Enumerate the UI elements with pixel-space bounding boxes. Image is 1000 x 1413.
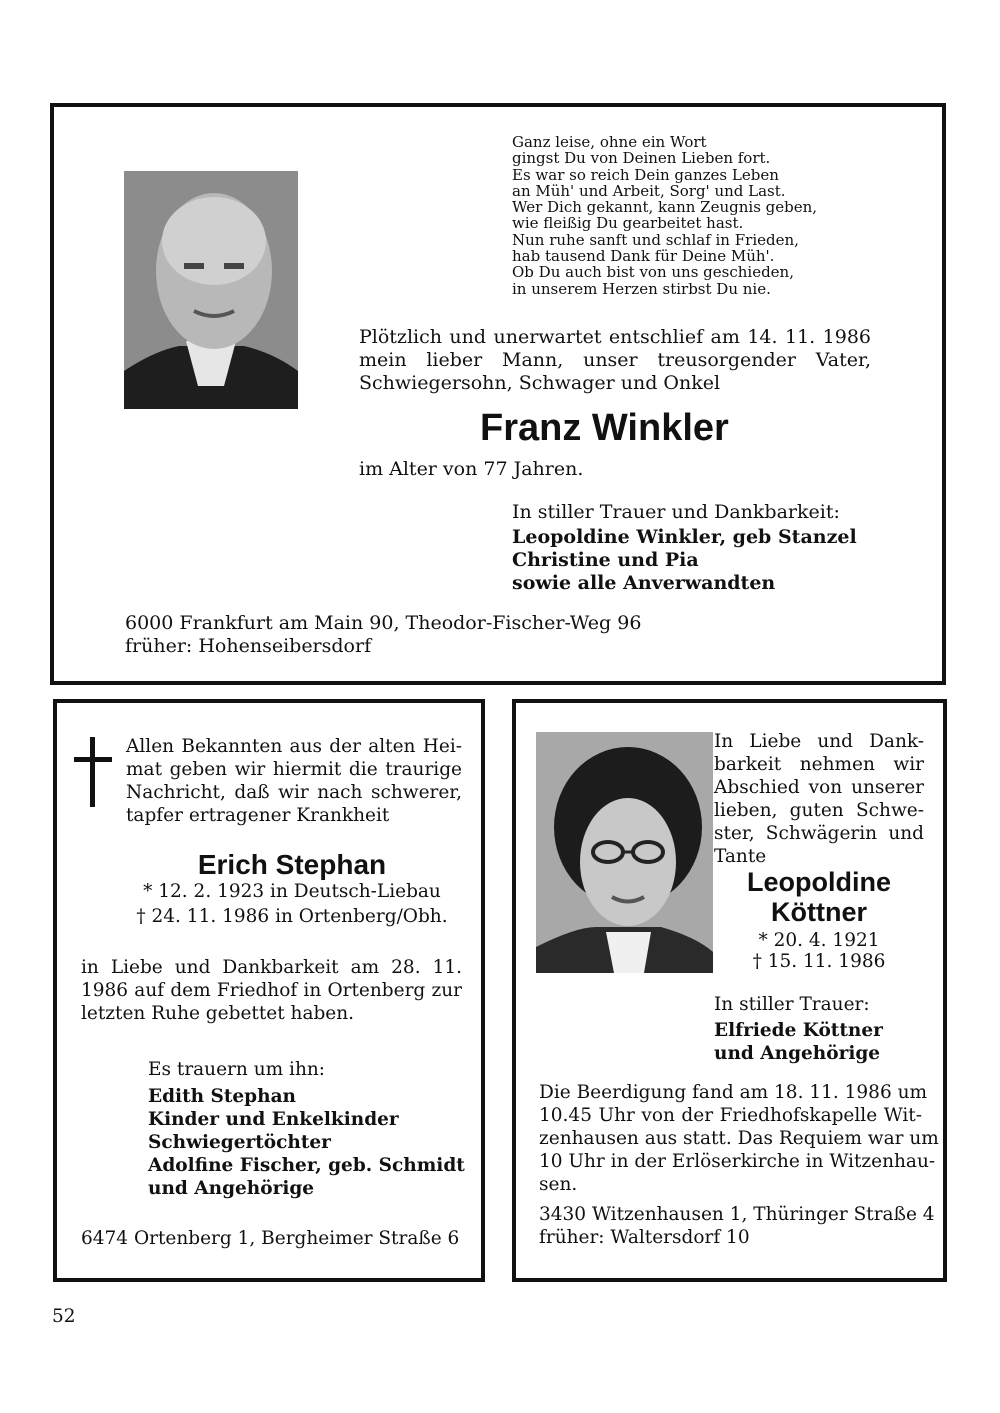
memorial-poem — [512, 134, 892, 297]
announcement-line: In Liebe und Dank- — [714, 731, 924, 752]
burial-line: in Liebe und Dankbarkeit am 28. 11. — [81, 957, 462, 978]
portrait-silhouette — [536, 732, 713, 973]
birth-line: * 12. 2. 1923 in Deutsch-Liebau — [143, 881, 441, 902]
deceased-first-name: Leopoldine — [747, 867, 891, 897]
mourner: Kinder und Enkelkinder — [148, 1109, 399, 1130]
mourners-intro: Es trauern um ihn: — [148, 1059, 326, 1080]
burial-line: letzten Ruhe gebettet haben. — [81, 1003, 355, 1024]
poem-line: Nun ruhe sanft und schlaf in Frieden, — [512, 230, 799, 249]
mourners-list — [714, 1019, 883, 1065]
announcement-line: Tante — [714, 846, 767, 867]
announcement-line: Allen Bekannten aus der alten Hei- — [126, 736, 462, 757]
announcement-line: ster, Schwägerin und — [714, 823, 924, 844]
mourners-intro: In stiller Trauer und Dankbarkeit: — [512, 501, 840, 523]
announcement-line: Plötzlich und unerwartet entschlief am 14. 11. 1986 — [359, 326, 871, 348]
deceased-name: Erich Stephan — [197, 849, 387, 880]
address: 6474 Ortenberg 1, Bergheimer Straße 6 — [81, 1228, 460, 1249]
poem-line: wie fleißig Du gearbeitet hast. — [512, 214, 744, 233]
announcement-line: lieben, guten Schwe- — [714, 800, 924, 821]
obituary-franz-winkler — [50, 103, 946, 685]
obituary-leopoldine-koettner — [512, 699, 947, 1282]
funeral-line: Die Beerdigung fand am 18. 11. 1986 um — [539, 1082, 928, 1103]
announcement — [126, 735, 462, 827]
page-number: 52 — [52, 1306, 76, 1327]
address-line: 3430 Witzenhausen 1, Thüringer Straße 4 — [539, 1204, 935, 1225]
mourners-list — [148, 1085, 465, 1200]
burial-text — [81, 956, 462, 1025]
birth-line: * 20. 4. 1921 — [758, 930, 880, 951]
portrait-photo-leopoldine-koettner — [536, 732, 713, 973]
poem-line: Es war so reich Dein ganzes Leben — [512, 165, 779, 184]
announcement-line: barkeit nehmen wir — [714, 754, 924, 775]
obituary-erich-stephan — [53, 699, 485, 1282]
address-line: 6000 Frankfurt am Main 90, Theodor-Fischer-Weg 96 — [125, 612, 642, 634]
cross-icon — [74, 737, 112, 807]
address — [125, 612, 641, 658]
announcement-line: Nachricht, daß wir nach schwerer, — [126, 782, 462, 803]
announcement-line: Schwiegersohn, Schwager und Onkel — [359, 372, 721, 394]
funeral-line: 10.45 Uhr von der Friedhofskapelle Wit- — [539, 1105, 922, 1126]
announcement-line: mein lieber Mann, unser treusorgender Vater, — [359, 349, 871, 371]
address-line: früher: Waltersdorf 10 — [539, 1227, 750, 1248]
poem-line: hab tausend Dank für Deine Müh'. — [512, 247, 775, 266]
mourner: sowie alle Anverwandten — [512, 572, 776, 594]
mourner: Leopoldine Winkler, geb Stanzel — [512, 526, 857, 548]
portrait-silhouette — [124, 171, 298, 409]
poem-line: Ganz leise, ohne ein Wort — [512, 133, 707, 151]
age-line: im Alter von 77 Jahren. — [359, 458, 584, 480]
funeral-text — [539, 1081, 939, 1196]
death-line: † 24. 11. 1986 in Ortenberg/Obh. — [136, 906, 448, 927]
address — [539, 1203, 935, 1249]
death-line: † 15. 11. 1986 — [752, 951, 886, 972]
funeral-line: 10 Uhr in der Erlöserkirche in Witzenhau- — [539, 1151, 936, 1172]
announcement-line: tapfer ertragener Krankheit — [126, 805, 390, 826]
mourner: Adolfine Fischer, geb. Schmidt — [148, 1155, 465, 1176]
poem-line: Ob Du auch bist von uns geschieden, — [512, 263, 794, 282]
funeral-line: zenhausen aus statt. Das Requiem war um — [539, 1128, 939, 1149]
announcement-line: Abschied von unserer — [714, 777, 924, 798]
portrait-photo-franz-winkler — [124, 171, 298, 409]
poem-line: gingst Du von Deinen Lieben fort. — [512, 149, 771, 168]
mourners-intro: In stiller Trauer: — [714, 994, 870, 1015]
mourner: und Angehörige — [148, 1178, 315, 1199]
poem-line: in unserem Herzen stirbst Du nie. — [512, 279, 771, 298]
mourner: Christine und Pia — [512, 549, 699, 571]
death-announcement — [359, 326, 871, 395]
poem-line: Wer Dich gekannt, kann Zeugnis geben, — [512, 198, 818, 217]
announcement-line: mat geben wir hiermit die traurige — [126, 759, 462, 780]
address-line: früher: Hohenseibersdorf — [125, 635, 372, 657]
funeral-line: sen. — [539, 1174, 578, 1195]
mourner: Edith Stephan — [148, 1086, 296, 1107]
deceased-name: Franz Winkler — [480, 407, 729, 449]
mourner: Schwiegertöchter — [148, 1132, 331, 1153]
mourner: Elfriede Köttner — [714, 1020, 883, 1041]
mourner: und Angehörige — [714, 1043, 881, 1064]
burial-line: 1986 auf dem Friedhof in Ortenberg zur — [81, 980, 462, 1001]
announcement — [714, 730, 924, 868]
mourners-list — [512, 526, 857, 595]
deceased-last-name: Köttner — [771, 897, 867, 927]
poem-line: an Müh' und Arbeit, Sorg' und Last. — [512, 181, 786, 200]
